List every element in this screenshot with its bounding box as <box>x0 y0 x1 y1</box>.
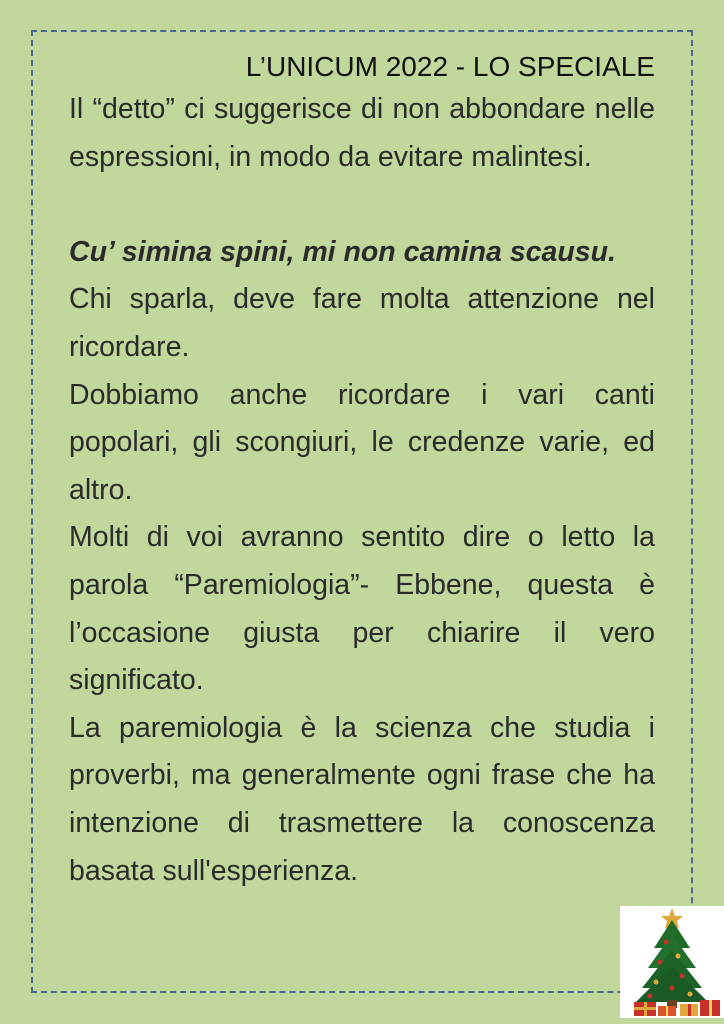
paragraph-paremiology-definition: La paremiologia è la scienza che studia i proverbi, ma generalmente ogni frase che ha intenzione di trasmettere la conoscenza basata sull'esperienza. <box>69 711 655 887</box>
proverb-text: Cu’ simina spini, mi non camina scausu. <box>69 235 616 268</box>
paragraph-explanation: Chi sparla, deve fare molta attenzione nel ricordare. <box>69 283 655 363</box>
paragraph-paremiology-intro: Molti di voi avranno sentito dire o letto la parola “Paremiologia”- Ebbene, questa è l’occasione giusta per chiarire il vero significato. <box>69 521 655 697</box>
page-header: L’UNICUM 2022 - LO SPECIALE <box>245 51 655 82</box>
paragraph-traditions: Dobbiamo anche ricordare i vari canti popolari, gli scongiuri, le credenze varie, ed altro. <box>69 378 655 506</box>
paragraph-intro: Il “detto” ci suggerisce di non abbondare nelle espressioni, in modo da evitare malintesi. <box>69 93 655 173</box>
christmas-tree-icon <box>620 906 724 1018</box>
article-body <box>69 86 655 895</box>
